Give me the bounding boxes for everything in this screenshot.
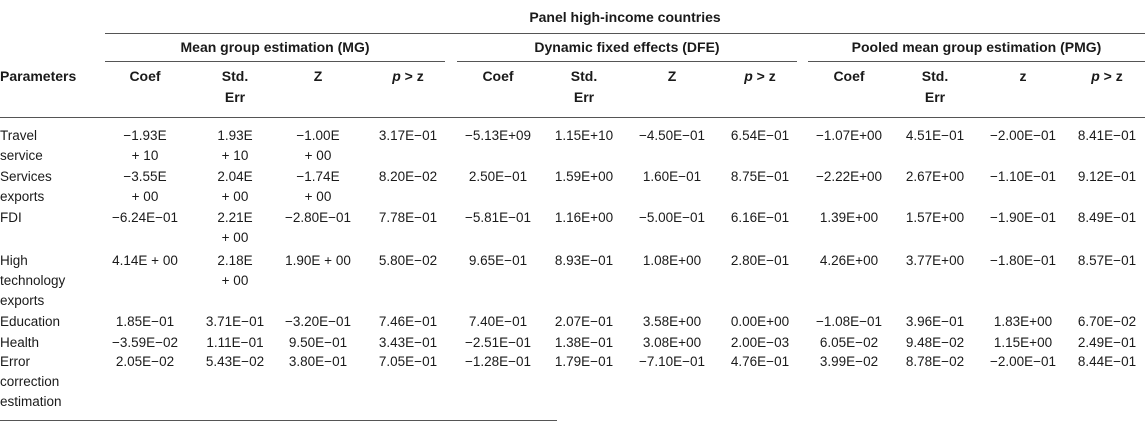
table-cell: 1.60E−01 [642,169,702,184]
table-cell: 5.80E−02 [378,253,438,268]
panel-rule [105,33,1145,34]
table-cell: 8.75E−01 [730,169,790,184]
table-cell: −1.74E + 00 [296,169,340,204]
table-cell: 1.83E+00 [993,314,1053,329]
table-cell: 3.71E−01 [205,314,265,329]
table-cell: 8.20E−02 [378,169,438,184]
table-cell: 7.46E−01 [378,314,438,329]
row-label: Education [0,314,61,329]
table-cell: −2.51E−01 [464,335,532,350]
table-cell: 1.93E + 10 [217,128,253,163]
table-cell: 3.77E+00 [905,253,965,268]
table-cell: −3.55E + 00 [123,169,167,204]
table-cell: 6.16E−01 [730,210,790,225]
header-rule [0,117,1145,118]
row-label: Health [0,335,40,350]
table-cell: 1.08E+00 [642,253,702,268]
table-cell: 3.80E−01 [288,354,348,369]
column-header: z [1019,68,1027,84]
group-rule-mg [105,61,445,62]
table-cell: 1.38E−01 [554,335,614,350]
table-cell: 9.65E−01 [468,253,528,268]
table-cell: 8.93E−01 [554,253,614,268]
table-cell: −5.13E+09 [464,128,532,143]
table-cell: 8.41E−01 [1077,128,1137,143]
table-cell: −3.20E−01 [284,314,352,329]
group-rule-pmg [808,61,1145,62]
table-cell: 1.11E−01 [206,335,264,350]
table-cell: 6.70E−02 [1077,314,1137,329]
bottom-rule [0,420,557,421]
table-cell: 3.99E−02 [819,354,879,369]
table-cell: 2.07E−01 [554,314,614,329]
table-cell: −5.81E−01 [464,210,532,225]
table-cell: 8.78E−02 [905,354,965,369]
table-cell: −1.80E−01 [989,253,1057,268]
table-cell: 8.44E−01 [1077,354,1137,369]
table-cell: 2.21E + 00 [217,210,253,245]
table-cell: 2.80E−01 [730,253,790,268]
table-cell: −6.24E−01 [111,210,179,225]
table-cell: 3.96E−01 [905,314,965,329]
table-cell: 2.18E + 00 [217,253,253,288]
group-header-pmg: Pooled mean group estimation (PMG) [851,39,1102,55]
table-cell: −1.00E + 00 [296,128,340,163]
table-cell: 7.05E−01 [378,354,438,369]
table-cell: 1.15E+10 [554,128,614,143]
table-cell: −1.28E−01 [464,354,532,369]
table-cell: 2.04E + 00 [217,169,253,204]
table-cell: −4.50E−01 [638,128,706,143]
table-cell: 6.54E−01 [730,128,790,143]
table-cell: 4.26E+00 [819,253,879,268]
table-cell: 1.59E+00 [554,169,614,184]
table-cell: 2.67E+00 [905,169,965,184]
table-cell: 1.57E+00 [905,210,965,225]
table-cell: 8.49E−01 [1077,210,1137,225]
table-cell: −1.93E + 10 [123,128,167,163]
column-header: Std. Err [221,68,249,105]
row-label: High technology exports [0,253,66,308]
table-cell: −5.00E−01 [638,210,706,225]
table-cell: 2.05E−02 [115,354,175,369]
table-cell: −1.90E−01 [989,210,1057,225]
table-cell: −2.00E−01 [989,128,1057,143]
table-cell: 8.57E−01 [1077,253,1137,268]
table-cell: 1.16E+00 [554,210,614,225]
column-header: p > z [744,68,776,84]
table-cell: −3.59E−02 [111,335,179,350]
table-cell: 2.50E−01 [468,169,528,184]
table-cell: −7.10E−01 [638,354,706,369]
group-rule-dfe [457,61,797,62]
row-label: Travel service [0,128,43,163]
table-cell: 1.39E+00 [819,210,879,225]
row-header: Parameters [0,68,77,84]
group-header-dfe: Dynamic fixed effects (DFE) [534,39,720,55]
table-cell: 3.58E+00 [642,314,702,329]
table-cell: 4.14E + 00 [112,253,178,268]
column-header: Coef [482,68,514,84]
table-cell: 5.43E−02 [205,354,265,369]
panel-title: Panel high-income countries [529,9,721,25]
table-cell: 3.08E+00 [642,335,702,350]
column-header: Std. Err [570,68,598,105]
table-cell: −2.00E−01 [989,354,1057,369]
table-cell: 2.00E−03 [730,335,790,350]
table-cell: 0.00E+00 [730,314,790,329]
table-cell: 1.90E + 00 [285,253,351,268]
table-cell: −1.10E−01 [989,169,1057,184]
table-cell: 7.78E−01 [378,210,438,225]
table-cell: −1.07E+00 [815,128,883,143]
table-cell: −1.08E−01 [815,314,883,329]
column-header: p > z [1091,68,1123,84]
table-cell: 3.17E−01 [378,128,438,143]
row-label: Services exports [0,169,52,204]
table-cell: 9.12E−01 [1077,169,1137,184]
table-cell: 1.79E−01 [554,354,614,369]
table-cell: 9.50E−01 [288,335,348,350]
column-header: Coef [833,68,865,84]
table-cell: 4.76E−01 [730,354,790,369]
table-cell: 4.51E−01 [905,128,965,143]
table-cell: 7.40E−01 [468,314,528,329]
column-header: Coef [129,68,161,84]
table-cell: 6.05E−02 [819,335,879,350]
table-cell: 1.15E+00 [993,335,1053,350]
table-cell: 9.48E−02 [905,335,965,350]
group-header-mg: Mean group estimation (MG) [180,39,370,55]
table-cell: −2.22E+00 [815,169,883,184]
table-cell: −2.80E−01 [284,210,352,225]
row-label: Error correction estimation [0,354,62,409]
row-label: FDI [0,210,22,225]
column-header: Z [667,68,677,84]
column-header: Z [313,68,323,84]
table-cell: 2.49E−01 [1077,335,1137,350]
table-cell: 3.43E−01 [378,335,438,350]
table-cell: 1.85E−01 [115,314,175,329]
column-header: p > z [392,68,424,84]
column-header: Std. Err [921,68,949,105]
